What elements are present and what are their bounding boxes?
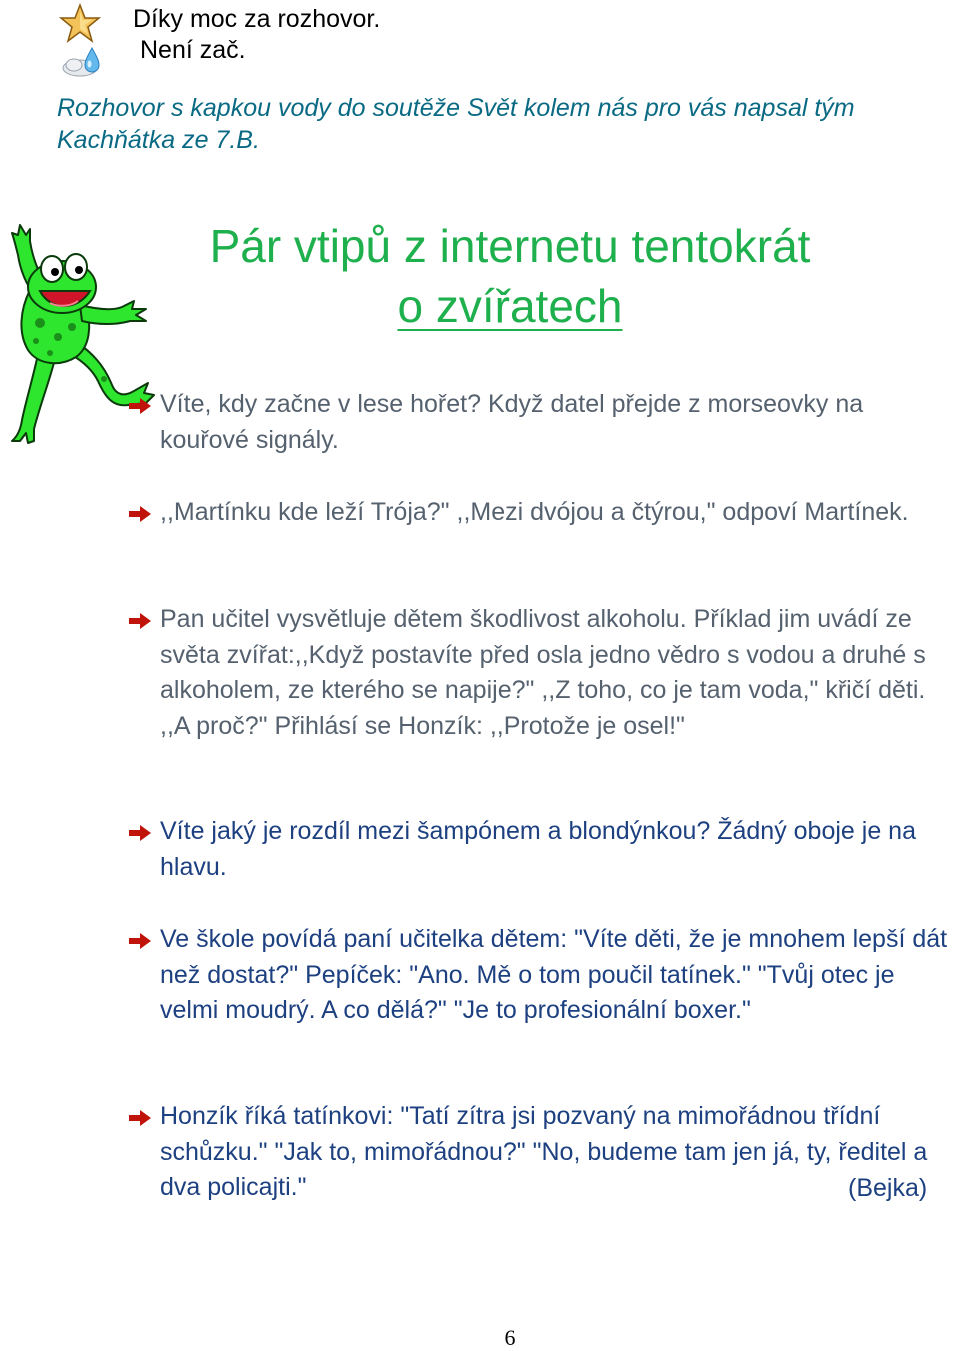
joke-text: ,,Martínku kde leží Trója?" ,,Mezi dvójou a čtýrou," odpoví Martínek. — [160, 498, 909, 526]
signature: (Bejka) — [848, 1174, 928, 1202]
section-title-line2: o zvířatech — [397, 280, 623, 332]
cloud-raindrop-icon — [60, 44, 106, 80]
intro-text: Rozhovor s kapkou vody do soutěže Svět kolem nás pro vás napsal tým Kachňátka ze 7.B. — [57, 94, 855, 154]
section-title-line1: Pár vtipů z internetu tentokrát — [209, 220, 811, 272]
list-item — [128, 495, 958, 531]
arrow-bullet-icon — [128, 504, 152, 524]
joke-text: Víte jaký je rozdíl mezi šampónem a blondýnkou? Žádný oboje je na hlavu. — [160, 817, 916, 881]
list-item — [128, 814, 958, 885]
dialogue-thanks: Díky moc za rozhovor. — [133, 5, 381, 33]
list-item — [128, 922, 958, 1029]
arrow-bullet-icon — [128, 1108, 152, 1128]
arrow-bullet-icon — [128, 396, 152, 416]
page-number: 6 — [504, 1325, 516, 1350]
arrow-bullet-icon — [128, 611, 152, 631]
joke-text: Pan učitel vysvětluje dětem škodlivost alkoholu. Příklad jim uvádí ze světa zvířat:,,Když postavíte před osla jedno vědro s vodou a druhé s alkoholem, ze kterého se napije?" ,,Z toho, co je tam voda," křičí děti. ,,A proč?" Přihlásí se Honzík: ,,Protože je osel!" — [160, 605, 926, 740]
arrow-bullet-icon — [128, 823, 152, 843]
dialogue-reply: Není zač. — [140, 36, 246, 64]
arrow-bullet-icon — [128, 931, 152, 951]
list-item — [128, 1099, 958, 1206]
list-item — [128, 602, 958, 744]
joke-text: Víte, kdy začne v lese hořet? Když datel přejde z morseovky na kouřové signály. — [160, 390, 864, 454]
list-item — [128, 387, 958, 458]
joke-text: Honzík říká tatínkovi: "Tatí zítra jsi pozvaný na mimořádnou třídní schůzku." "Jak to, mimořádnou?" "No, budeme tam jen já, ty, ředitel a dva policajti." — [160, 1102, 928, 1201]
joke-text: Ve škole povídá paní učitelka dětem: "Víte děti, že je mnohem lepší dát než dostat?" Pepíček: "Ano. Mě o tom poučil tatínek." "Tvůj otec je velmi moudrý. A co dělá?" "Je to profesionální boxer." — [160, 925, 948, 1024]
star-icon — [58, 3, 102, 43]
